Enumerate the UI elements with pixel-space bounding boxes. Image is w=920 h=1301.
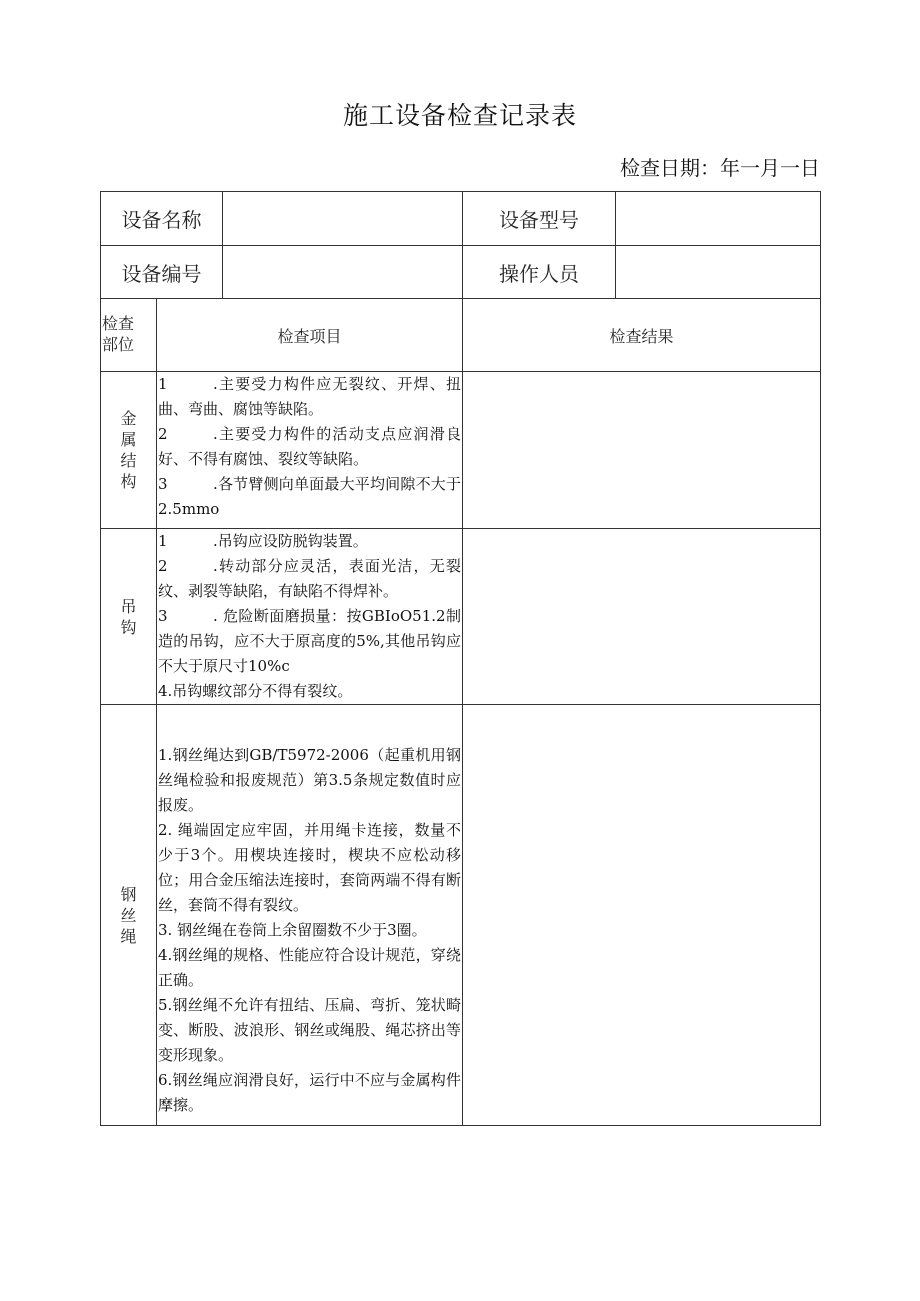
list-item: 4.吊钩螺纹部分不得有裂纹。 [158,682,353,700]
items-cell [157,529,463,705]
list-item: 2. 绳端固定应牢固，并用绳卡连接，数量不少于3个。用楔块连接时，楔块不应松动移位；用合金压缩法连接时，套筒两端不得有断丝，套筒不得有裂纹。 [158,821,461,914]
list-item: 3 . 危险断面磨损量：按GBIoO51.2制造的吊钩，应不大于原高度的5%,其他吊钩应不大于原尺寸10%c [158,607,461,675]
part-column-header [101,299,157,372]
list-item: 1 .主要受力构件应无裂纹、开焊、扭曲、弯曲、腐蚀等缺陷。 [158,375,461,418]
operator-field[interactable] [616,246,821,299]
part-header-text: 检查部位 [102,314,135,354]
list-item: 3 .各节臂侧向单面最大平均间隙不大于2.5mmo [158,475,461,518]
list-item: 4.钢丝绳的规格、性能应符合设计规范，穿绕正确。 [158,946,461,989]
equipment-number-label: 设备编号 [101,246,223,299]
equipment-name-label: 设备名称 [101,192,223,246]
table-row [101,529,821,705]
items-cell [157,705,463,1126]
part-label: 吊钩 [120,596,137,637]
part-cell [101,372,157,529]
items-cell [157,372,463,529]
table-row [101,705,821,1126]
part-label: 钢丝绳 [120,884,137,946]
items-column-header: 检查项目 [157,299,463,372]
inspection-date: 检查日期：年一月一日 [620,156,820,180]
list-item: 2 .主要受力构件的活动支点应润滑良好、不得有腐蚀、裂纹等缺陷。 [158,425,461,468]
list-item: 2 .转动部分应灵活，表面光洁，无裂纹、剥裂等缺陷，有缺陷不得焊补。 [158,557,461,600]
list-item: 1 .吊钩应设防脱钩装置。 [158,532,368,550]
result-cell[interactable] [463,529,821,705]
operator-label: 操作人员 [463,246,616,299]
equipment-name-field[interactable] [223,192,463,246]
page-title: 施工设备检查记录表 [342,101,577,130]
table-row [101,372,821,529]
equipment-model-field[interactable] [616,192,821,246]
list-item: 1.钢丝绳达到GB/T5972-2006（起重机用钢丝绳检验和报废规范）第3.5条规定数值时应报废。 [158,746,461,814]
list-item: 6.钢丝绳应润滑良好，运行中不应与金属构件摩擦。 [158,1071,461,1114]
inspection-table [100,191,821,1126]
list-item: 3. 钢丝绳在卷筒上余留圈数不少于3圈。 [158,921,427,939]
part-cell [101,705,157,1126]
part-cell [101,529,157,705]
equipment-number-field[interactable] [223,246,463,299]
result-cell[interactable] [463,372,821,529]
part-label: 金属结构 [120,409,137,491]
equipment-model-label: 设备型号 [463,192,616,246]
result-cell[interactable] [463,705,821,1126]
list-item: 5.钢丝绳不允许有扭结、压扁、弯折、笼状畸变、断股、波浪形、钢丝或绳股、绳芯挤出等变形现象。 [158,996,461,1064]
result-column-header: 检查结果 [463,299,821,372]
